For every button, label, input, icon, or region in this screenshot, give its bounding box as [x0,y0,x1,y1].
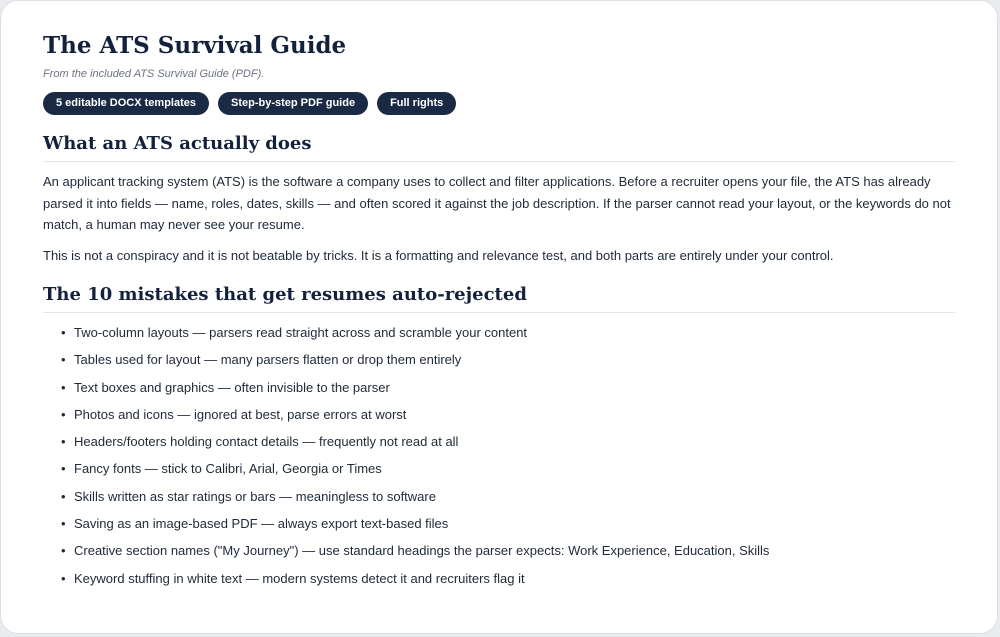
badge-full-rights: Full rights [377,92,456,115]
list-item: • Creative section names ("My Journey") — use standard headings the parser expects: Work Experience, Education, Skills [74,542,955,560]
list-item: • Keyword stuffing in white text — modern systems detect it and recruiters flag it [74,570,955,588]
list-item: • Skills written as star ratings or bars — meaningless to software [74,488,955,506]
badge-docx-templates: 5 editable DOCX templates [43,92,209,115]
list-item: • Saving as an image-based PDF — always export text-based files [74,515,955,533]
paragraph-ats-not-conspiracy: This is not a conspiracy and it is not beatable by tricks. It is a formatting and relevance test, and both parts are entirely under your control. [43,247,834,263]
list-item: • Headers/footers holding contact details — frequently not read at all [74,433,955,451]
list-item: • Photos and icons — ignored at best, parse errors at worst [74,406,955,424]
page-subtitle: From the included ATS Survival Guide (PDF). [43,68,265,80]
page-title: The ATS Survival Guide [43,32,347,59]
section-heading-what-ats-does: What an ATS actually does [43,131,955,162]
mistakes-list [43,324,955,588]
section-heading-mistakes: The 10 mistakes that get resumes auto-rejected [43,282,955,313]
list-item: • Text boxes and graphics — often invisible to the parser [74,379,955,397]
badge-pdf-guide: Step-by-step PDF guide [218,92,368,115]
list-item: • Two-column layouts — parsers read straight across and scramble your content [74,324,955,342]
list-item: • Fancy fonts — stick to Calibri, Arial, Georgia or Times [74,460,955,478]
list-item: • Tables used for layout — many parsers flatten or drop them entirely [74,351,955,369]
badge-row [43,92,955,115]
paragraph-ats-definition: An applicant tracking system (ATS) is the software a company uses to collect and filter applications. Before a recruiter opens your file, the ATS has already parsed it into fields — name, roles, dates, skills — and often scored it against the job description. If the parser cannot read your layout, or the keywords do not match, a human may never see your resume. [43,174,951,232]
